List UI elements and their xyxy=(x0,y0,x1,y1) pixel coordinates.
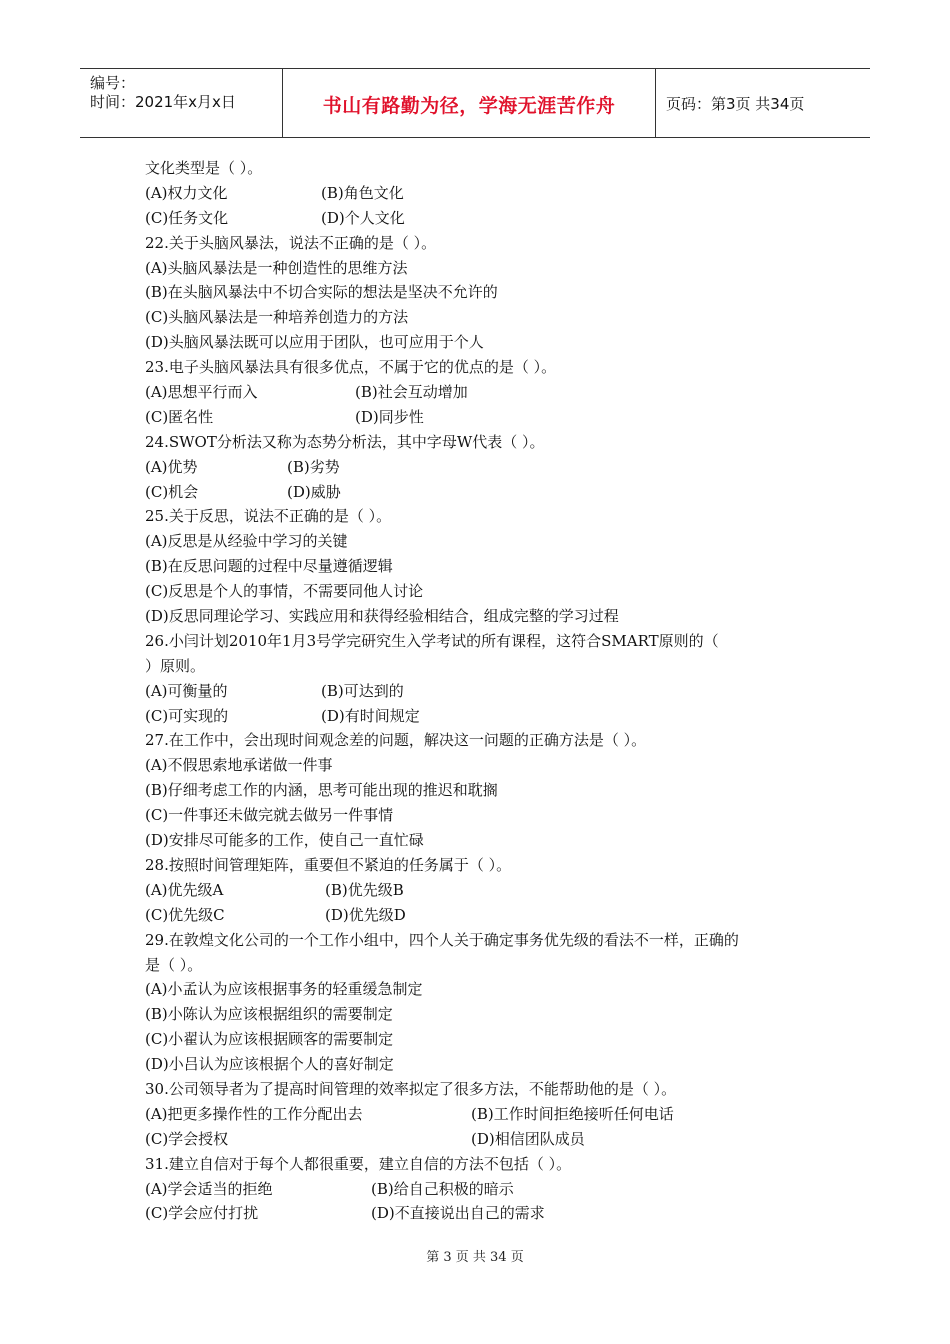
option-text: (C)学会授权 xyxy=(145,1129,229,1148)
question-stem: 22.关于头脑风暴法，说法不正确的是（ ）。 xyxy=(145,233,437,252)
header-motto-cell xyxy=(283,69,656,137)
option-row xyxy=(145,878,825,903)
option-row xyxy=(145,704,825,729)
option-text: (C)任务文化 xyxy=(145,208,229,227)
option-text: (A)学会适当的拒绝 xyxy=(145,1179,273,1198)
option-text: (B)角色文化 xyxy=(321,183,404,202)
header-motto: 书山有路勤为径，学海无涯苦作舟 xyxy=(322,95,616,117)
option-text: (A)思想平行而入 xyxy=(145,383,258,402)
option-text: (C)小翟认为应该根据顾客的需要制定 xyxy=(145,1030,394,1049)
document-number-label: 编号： xyxy=(90,74,136,92)
option-row xyxy=(145,1177,825,1202)
option-text: (C)机会 xyxy=(145,482,199,501)
header-page-info: 页码：第3页 共34页 xyxy=(666,95,805,113)
question-stem: 27.在工作中，会出现时间观念差的问题，解决这一问题的正确方法是（ ）。 xyxy=(145,731,647,750)
question-stem: 25.关于反思，说法不正确的是（ ）。 xyxy=(145,507,392,526)
option-text: (A)权力文化 xyxy=(145,183,228,202)
option-text: (A)不假思索地承诺做一件事 xyxy=(145,756,333,775)
option-row xyxy=(145,181,825,206)
question-stem: 31.建立自信对于每个人都很重要，建立自信的方法不包括（ ）。 xyxy=(145,1154,572,1173)
option-text: (C)优先级C xyxy=(145,905,225,924)
option-row xyxy=(145,1201,825,1226)
option-text: (D)个人文化 xyxy=(321,208,405,227)
question-text: ）原则。 xyxy=(145,656,206,675)
option-text: (B)在头脑风暴法中不切合实际的想法是坚决不允许的 xyxy=(145,283,498,302)
option-text: (B)工作时间拒绝接听任何电话 xyxy=(471,1104,674,1123)
question-stem: 24.SWOT分析法又称为态势分析法，其中字母W代表（ ）。 xyxy=(145,432,545,451)
option-row xyxy=(145,679,825,704)
option-text: (D)安排尽可能多的工作，使自己一直忙碌 xyxy=(145,831,424,850)
option-row xyxy=(145,455,825,480)
option-text: (A)优势 xyxy=(145,457,198,476)
option-row xyxy=(145,405,825,430)
option-text: (D)相信团队成员 xyxy=(471,1129,585,1148)
option-text: (D)反思同理论学习、实践应用和获得经验相结合，组成完整的学习过程 xyxy=(145,607,619,626)
option-row xyxy=(145,380,825,405)
question-stem: 30.公司领导者为了提高时间管理的效率拟定了很多方法，不能帮助他的是（ ）。 xyxy=(145,1079,677,1098)
question-stem: 28.按照时间管理矩阵，重要但不紧迫的任务属于（ ）。 xyxy=(145,855,512,874)
option-text: (B)可达到的 xyxy=(321,681,404,700)
option-row xyxy=(145,480,825,505)
option-text: (A)把更多操作性的工作分配出去 xyxy=(145,1104,363,1123)
option-text: (B)给自己积极的暗示 xyxy=(371,1179,514,1198)
option-text: (D)头脑风暴法既可以应用于团队，也可应用于个人 xyxy=(145,333,484,352)
question-stem: 26.小闫计划2010年1月3号学完研究生入学考试的所有课程，这符合SMART原则的（ xyxy=(145,631,719,650)
option-row xyxy=(145,1127,825,1152)
option-text: (A)优先级A xyxy=(145,880,224,899)
option-text: (A)小孟认为应该根据事务的轻重缓急制定 xyxy=(145,980,423,999)
option-text: (A)反思是从经验中学习的关键 xyxy=(145,532,348,551)
header-meta-cell xyxy=(80,69,283,137)
option-text: (D)威胁 xyxy=(287,482,341,501)
option-text: (D)同步性 xyxy=(355,407,424,426)
option-text: (B)仔细考虑工作的内涵，思考可能出现的推迟和耽搁 xyxy=(145,781,498,800)
option-text: (A)头脑风暴法是一种创造性的思维方法 xyxy=(145,258,408,277)
option-text: (C)学会应付打扰 xyxy=(145,1204,259,1223)
option-text: (D)小吕认为应该根据个人的喜好制定 xyxy=(145,1055,394,1074)
option-text: (D)不直接说出自己的需求 xyxy=(371,1204,545,1223)
option-row xyxy=(145,206,825,231)
option-text: (A)可衡量的 xyxy=(145,681,228,700)
option-text: (C)反思是个人的事情，不需要同他人讨论 xyxy=(145,582,424,601)
question-content xyxy=(145,156,825,1226)
question-stem: 23.电子头脑风暴法具有很多优点，不属于它的优点的是（ ）。 xyxy=(145,358,557,377)
question-stem: 29.在敦煌文化公司的一个工作小组中，四个人关于确定事务优先级的看法不一样，正确的 xyxy=(145,930,739,949)
option-row xyxy=(145,1102,825,1127)
option-text: (B)小陈认为应该根据组织的需要制定 xyxy=(145,1005,393,1024)
option-text: (B)劣势 xyxy=(287,457,340,476)
option-text: (B)社会互动增加 xyxy=(355,383,468,402)
document-time-label: 时间：2021年x月x日 xyxy=(90,93,236,111)
question-text: 文化类型是（ ）。 xyxy=(145,159,263,177)
option-text: (D)有时间规定 xyxy=(321,706,420,725)
option-text: (C)一件事还未做完就去做另一件事情 xyxy=(145,806,394,825)
question-text: 是（ ）。 xyxy=(145,955,203,974)
option-text: (D)优先级D xyxy=(325,905,406,924)
option-text: (C)匿名性 xyxy=(145,407,214,426)
header-page-cell xyxy=(656,69,870,137)
page-footer: 第 3 页 共 34 页 xyxy=(426,1250,524,1265)
option-text: (B)在反思问题的过程中尽量遵循逻辑 xyxy=(145,557,393,576)
option-text: (C)可实现的 xyxy=(145,706,229,725)
option-text: (B)优先级B xyxy=(325,880,404,899)
option-text: (C)头脑风暴法是一种培养创造力的方法 xyxy=(145,308,409,327)
option-row xyxy=(145,903,825,928)
page-header xyxy=(80,68,870,138)
